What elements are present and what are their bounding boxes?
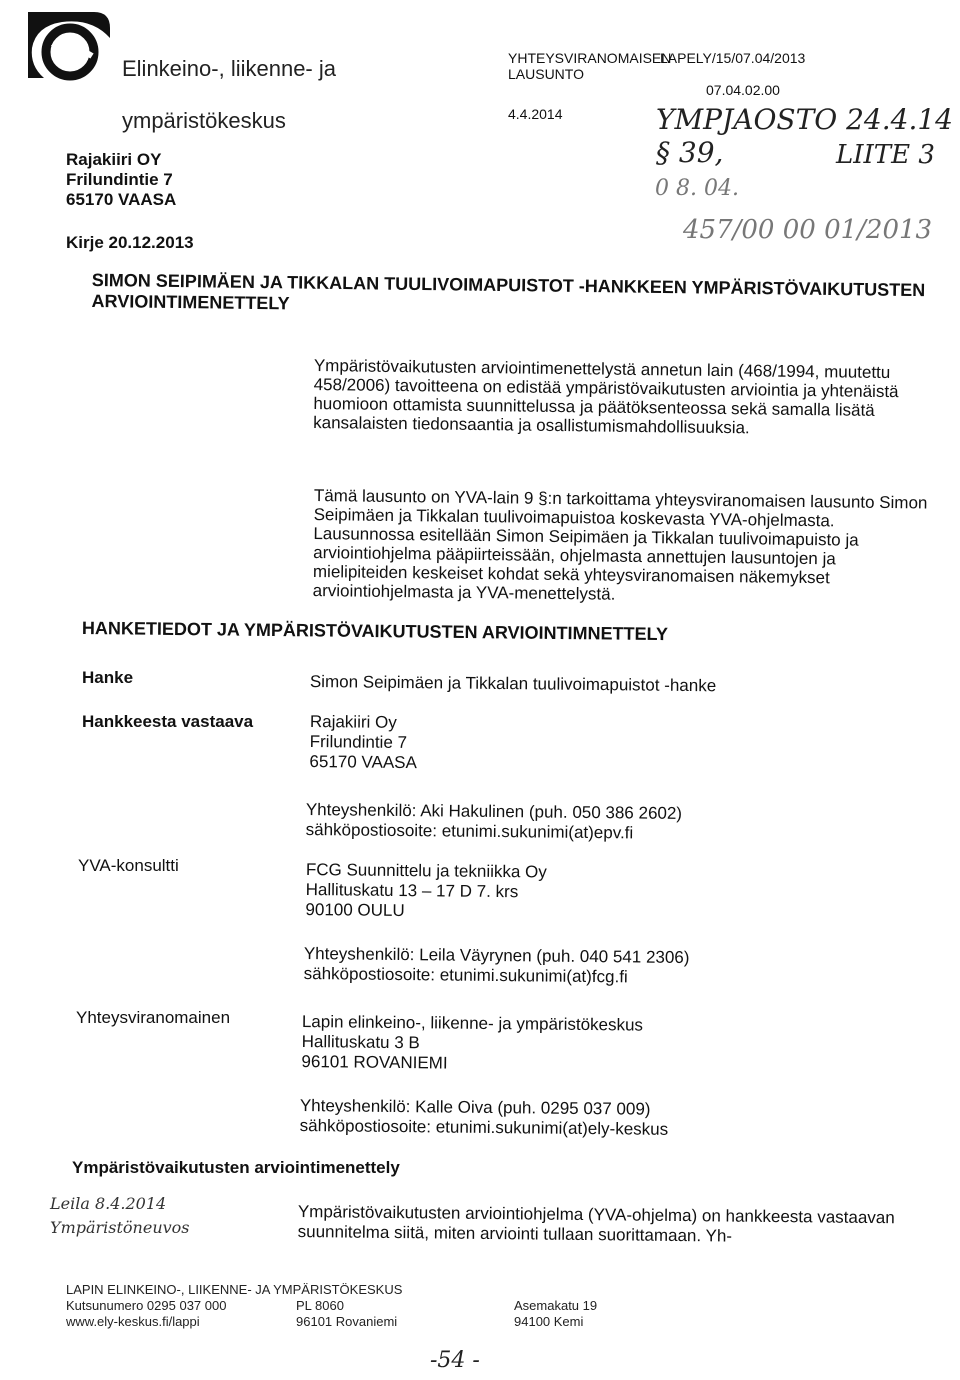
recipient-city: 65170 VAASA: [66, 190, 177, 209]
vastaava-contact: Yhteyshenkilö: Aki Hakulinen (puh. 050 386 2602) sähköpostiosoite: etunimi.sukunimi(at)epv.fi: [305, 800, 683, 843]
vastaava-address: Rajakiiri Oy Frilundintie 7 65170 VAASA: [309, 712, 418, 773]
intro-paragraph-2: Tämä lausunto on YVA-lain 9 §:n tarkoittama yhteysviranomaisen lausunto Simon Seipimäen ja Tikkalan tuulivoimapuistoa koskevasta YVA-ohjelmasta. Lausunnossa esitellään Simon Seipimäen ja Tikkalan tuulivoimapuisto ja arviointiohjelma pääpiirteissään, ohjelmasta annettujen lausuntojen ja mielipiteiden keskeiset kohdat sekä yhteysviranomaisen näkemykset arviointiohjelmasta ja YVA-menettelystä.: [312, 486, 928, 604]
hanke-label: Hanke: [82, 668, 134, 687]
archive-code: 07.04.02.00: [706, 82, 780, 98]
signature-line2: Ympäristöneuvos: [50, 1218, 190, 1237]
vastaava-label: Hankkeesta vastaava: [82, 712, 254, 731]
handwritten-attachment-note: LIITE 3: [836, 140, 935, 170]
document-type-line1: YHTEYSVIRANOMAISEN: [508, 50, 672, 66]
document-title: SIMON SEIPIMÄEN JA TIKKALAN TUULIVOIMAPUISTOT -HANKKEEN YMPÄRISTÖVAIKUTUSTEN ARVIOINTIMENETTELY: [91, 270, 926, 314]
handwritten-diary-number: 457/00 00 01/2013: [683, 215, 933, 245]
recipient-address: [66, 150, 176, 210]
footer-postal: PL 8060 96101 Rovaniemi: [296, 1298, 398, 1329]
reference-number: LAPELY/15/07.04/2013: [660, 50, 806, 66]
recipient-street: Frilundintie 7: [66, 170, 173, 189]
handwritten-meeting-note: YMPJAOSTO 24.4.14 § 39,: [656, 103, 953, 169]
document-type-line2: LAUSUNTO: [508, 66, 584, 82]
page-number-mark: -54 -: [430, 1348, 480, 1373]
agency-name-line1: Elinkeino-, liikenne- ja: [122, 56, 336, 81]
viranomainen-label: Yhteysviranomainen: [76, 1008, 231, 1027]
ely-logo-icon: [22, 8, 114, 86]
agency-name-line2: ympäristökeskus: [122, 108, 286, 133]
konsultti-label: YVA-konsultti: [78, 856, 179, 875]
konsultti-contact: Yhteyshenkilö: Leila Väyrynen (puh. 040 541 2306) sähköpostiosoite: etunimi.sukunimi(at)fcg.fi: [303, 944, 690, 987]
signature-line1: Leila 8.4.2014: [50, 1194, 167, 1213]
signature: [50, 1192, 190, 1240]
document-date: 4.4.2014: [508, 106, 563, 122]
konsultti-address: FCG Suunnittelu ja tekniikka Oy Hallituskatu 13 – 17 D 7. krs 90100 OULU: [305, 860, 547, 921]
footer-agency: LAPIN ELINKEINO-, LIIKENNE- JA YMPÄRISTÖKESKUS Kutsunumero 0295 037 000 www.ely-keskus.fi/lappi: [66, 1282, 403, 1329]
document-type: [508, 50, 671, 82]
intro-paragraph-1: Ympäristövaikutusten arviointimenettelystä annetun lain (468/1994, muutettu 458/2006) tavoitteena on edistää ympäristövaikutusten arviointia ja yhtenäistä huomioon ottamista suunnittelussa ja päätöksenteossa sekä samalla lisätä kansalaisten tiedonsaantia ja osallistumismahdollisuuksia.: [313, 356, 899, 438]
menettely-label: Ympäristövaikutusten arviointimenettely: [72, 1158, 400, 1177]
recipient-name: Rajakiiri OY: [66, 150, 162, 169]
letter-date: Kirje 20.12.2013: [66, 233, 194, 252]
received-stamp: 0 8. 04.: [655, 176, 739, 201]
footer-street: Asemakatu 19 94100 Kemi: [514, 1298, 598, 1329]
hanke-value: Simon Seipimäen ja Tikkalan tuulivoimapuistot -hanke: [309, 672, 717, 696]
section-heading: HANKETIEDOT JA YMPÄRISTÖVAIKUTUSTEN ARVIOINTIMNETTELY: [81, 618, 669, 645]
viranomainen-contact: Yhteyshenkilö: Kalle Oiva (puh. 0295 037 009) sähköpostiosoite: etunimi.sukunimi(at)ely-keskus: [299, 1096, 669, 1139]
menettely-text: Ympäristövaikutusten arviointiohjelma (YVA-ohjelma) on hankkeesta vastaavan suunnitelma siitä, miten arviointi tullaan suorittamaan. Yh-: [297, 1202, 895, 1246]
agency-name: [122, 30, 336, 160]
viranomainen-address: Lapin elinkeino-, liikenne- ja ympäristökeskus Hallituskatu 3 B 96101 ROVANIEMI: [301, 1012, 644, 1073]
